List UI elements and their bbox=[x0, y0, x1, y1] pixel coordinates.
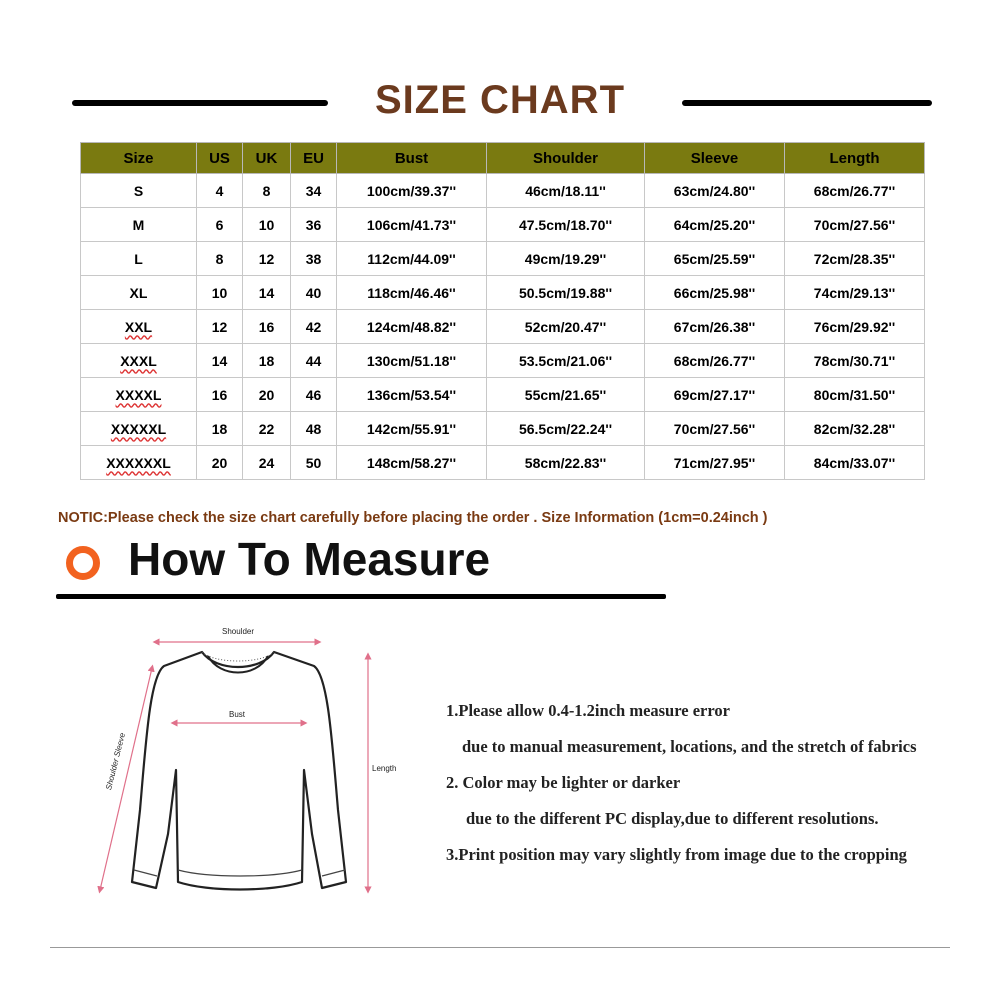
cell-sleeve: 64cm/25.20'' bbox=[645, 208, 785, 242]
cell-us: 16 bbox=[197, 378, 243, 412]
cell-length: 84cm/33.07'' bbox=[785, 446, 925, 480]
measure-rule bbox=[56, 594, 666, 599]
cell-bust: 100cm/39.37'' bbox=[337, 174, 487, 208]
page-title: SIZE CHART bbox=[375, 78, 625, 122]
cell-size: XXL bbox=[81, 310, 197, 344]
sweater-measurement-diagram bbox=[90, 620, 420, 910]
cell-shoulder: 56.5cm/22.24'' bbox=[487, 412, 645, 446]
table-row bbox=[81, 208, 925, 242]
cell-length: 78cm/30.71'' bbox=[785, 344, 925, 378]
cell-length: 80cm/31.50'' bbox=[785, 378, 925, 412]
cell-sleeve: 68cm/26.77'' bbox=[645, 344, 785, 378]
cell-uk: 22 bbox=[243, 412, 291, 446]
note-line-2: due to manual measurement, locations, and the stretch of fabrics bbox=[462, 737, 917, 756]
cell-size: XXXL bbox=[81, 344, 197, 378]
cell-eu: 48 bbox=[291, 412, 337, 446]
header-uk: UK bbox=[243, 143, 291, 174]
header-shoulder: Shoulder bbox=[487, 143, 645, 174]
cell-us: 12 bbox=[197, 310, 243, 344]
cell-uk: 12 bbox=[243, 242, 291, 276]
cell-uk: 10 bbox=[243, 208, 291, 242]
cell-us: 18 bbox=[197, 412, 243, 446]
cell-shoulder: 52cm/20.47'' bbox=[487, 310, 645, 344]
cell-bust: 136cm/53.54'' bbox=[337, 378, 487, 412]
shoulder-label: Shoulder bbox=[221, 627, 255, 636]
cell-size: L bbox=[81, 242, 197, 276]
sweater-hem bbox=[178, 870, 302, 876]
header-us: US bbox=[197, 143, 243, 174]
title-rule-left bbox=[72, 100, 328, 106]
size-chart-table bbox=[80, 142, 925, 480]
bottom-divider bbox=[50, 947, 950, 948]
cell-bust: 118cm/46.46'' bbox=[337, 276, 487, 310]
cell-shoulder: 58cm/22.83'' bbox=[487, 446, 645, 480]
cell-uk: 24 bbox=[243, 446, 291, 480]
cell-eu: 42 bbox=[291, 310, 337, 344]
header-eu: EU bbox=[291, 143, 337, 174]
cell-eu: 38 bbox=[291, 242, 337, 276]
cell-shoulder: 46cm/18.11'' bbox=[487, 174, 645, 208]
cell-us: 8 bbox=[197, 242, 243, 276]
cell-bust: 112cm/44.09'' bbox=[337, 242, 487, 276]
table-header-row bbox=[81, 143, 925, 174]
cell-size: M bbox=[81, 208, 197, 242]
measure-notes bbox=[446, 698, 986, 878]
header-length: Length bbox=[785, 143, 925, 174]
cell-eu: 44 bbox=[291, 344, 337, 378]
header-sleeve: Sleeve bbox=[645, 143, 785, 174]
header-bust: Bust bbox=[337, 143, 487, 174]
cell-shoulder: 55cm/21.65'' bbox=[487, 378, 645, 412]
cell-shoulder: 53.5cm/21.06'' bbox=[487, 344, 645, 378]
cell-length: 70cm/27.56'' bbox=[785, 208, 925, 242]
table-row bbox=[81, 310, 925, 344]
cell-length: 76cm/29.92'' bbox=[785, 310, 925, 344]
cell-uk: 20 bbox=[243, 378, 291, 412]
sweater-outline bbox=[132, 652, 346, 890]
table-row bbox=[81, 412, 925, 446]
cell-eu: 46 bbox=[291, 378, 337, 412]
cell-size: XXXXL bbox=[81, 378, 197, 412]
table-row bbox=[81, 446, 925, 480]
cell-length: 82cm/32.28'' bbox=[785, 412, 925, 446]
cell-length: 74cm/29.13'' bbox=[785, 276, 925, 310]
table-row bbox=[81, 174, 925, 208]
cell-size: S bbox=[81, 174, 197, 208]
orange-circle-icon bbox=[66, 546, 100, 580]
cell-us: 20 bbox=[197, 446, 243, 480]
sleeve-cuff-left bbox=[134, 870, 157, 876]
note-line-1: 1.Please allow 0.4-1.2inch measure error bbox=[446, 701, 730, 720]
cell-uk: 8 bbox=[243, 174, 291, 208]
cell-sleeve: 65cm/25.59'' bbox=[645, 242, 785, 276]
table-row bbox=[81, 242, 925, 276]
cell-us: 10 bbox=[197, 276, 243, 310]
table-body bbox=[81, 174, 925, 480]
cell-bust: 124cm/48.82'' bbox=[337, 310, 487, 344]
cell-sleeve: 69cm/27.17'' bbox=[645, 378, 785, 412]
cell-size: XL bbox=[81, 276, 197, 310]
sleeve-cuff-right bbox=[322, 870, 345, 876]
cell-size: XXXXXXL bbox=[81, 446, 197, 480]
cell-eu: 40 bbox=[291, 276, 337, 310]
table-row bbox=[81, 344, 925, 378]
cell-bust: 142cm/55.91'' bbox=[337, 412, 487, 446]
table-row bbox=[81, 378, 925, 412]
measure-heading: How To Measure bbox=[128, 533, 491, 585]
sleeve-label: Shoulder Sleeve bbox=[104, 731, 128, 791]
cell-us: 14 bbox=[197, 344, 243, 378]
note-line-5: 3.Print position may vary slightly from image due to the cropping bbox=[446, 845, 907, 864]
cell-bust: 130cm/51.18'' bbox=[337, 344, 487, 378]
table-row bbox=[81, 276, 925, 310]
cell-us: 6 bbox=[197, 208, 243, 242]
header-size: Size bbox=[81, 143, 197, 174]
cell-eu: 50 bbox=[291, 446, 337, 480]
note-line-4: due to the different PC display,due to different resolutions. bbox=[466, 809, 879, 828]
length-label: Length bbox=[372, 764, 397, 773]
cell-us: 4 bbox=[197, 174, 243, 208]
cell-size: XXXXXL bbox=[81, 412, 197, 446]
cell-sleeve: 71cm/27.95'' bbox=[645, 446, 785, 480]
cell-bust: 148cm/58.27'' bbox=[337, 446, 487, 480]
cell-sleeve: 66cm/25.98'' bbox=[645, 276, 785, 310]
cell-shoulder: 49cm/19.29'' bbox=[487, 242, 645, 276]
cell-sleeve: 70cm/27.56'' bbox=[645, 412, 785, 446]
cell-uk: 18 bbox=[243, 344, 291, 378]
cell-bust: 106cm/41.73'' bbox=[337, 208, 487, 242]
title-rule-right bbox=[682, 100, 932, 106]
size-notice: NOTIC:Please check the size chart carefully before placing the order . Size Information (1cm=0.24inch ) bbox=[58, 510, 768, 526]
sweater-collar-rib bbox=[202, 652, 274, 661]
cell-shoulder: 50.5cm/19.88'' bbox=[487, 276, 645, 310]
note-line-3: 2. Color may be lighter or darker bbox=[446, 773, 681, 792]
cell-eu: 36 bbox=[291, 208, 337, 242]
cell-sleeve: 63cm/24.80'' bbox=[645, 174, 785, 208]
bust-label: Bust bbox=[228, 710, 246, 719]
cell-sleeve: 67cm/26.38'' bbox=[645, 310, 785, 344]
cell-uk: 16 bbox=[243, 310, 291, 344]
cell-shoulder: 47.5cm/18.70'' bbox=[487, 208, 645, 242]
cell-length: 68cm/26.77'' bbox=[785, 174, 925, 208]
cell-uk: 14 bbox=[243, 276, 291, 310]
cell-length: 72cm/28.35'' bbox=[785, 242, 925, 276]
cell-eu: 34 bbox=[291, 174, 337, 208]
